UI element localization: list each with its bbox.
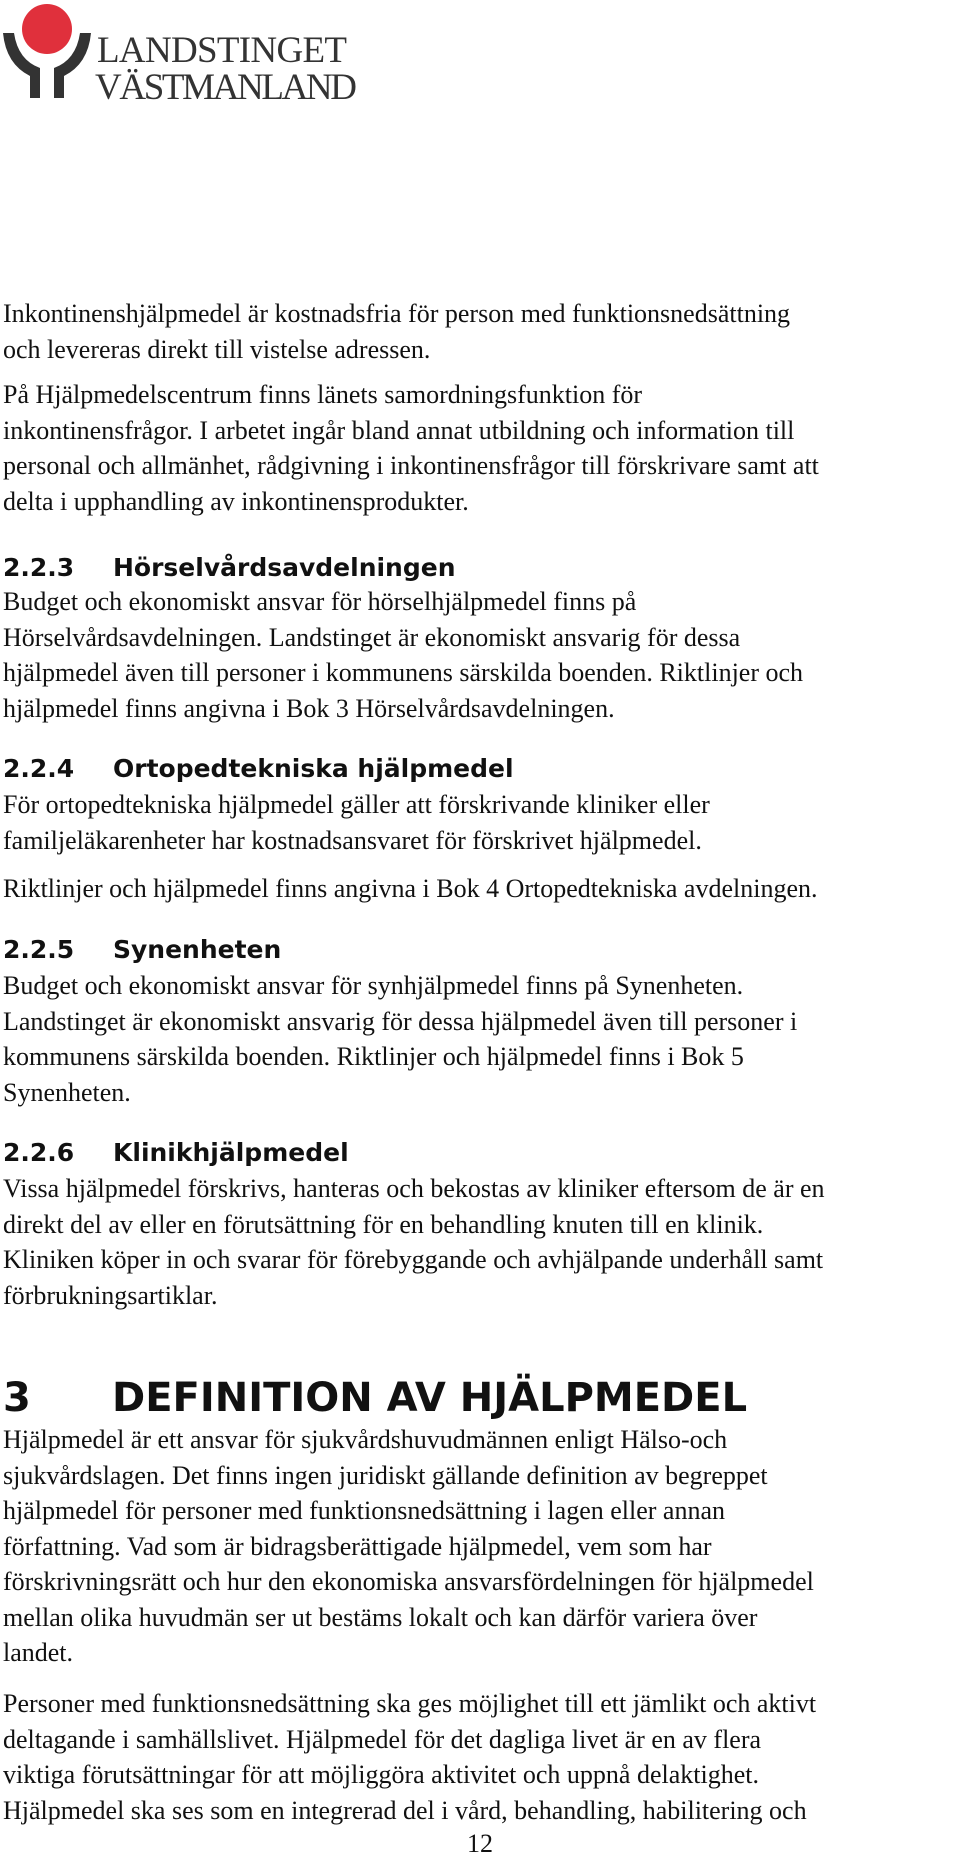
- text-line: hjälpmedel finns angivna i Bok 3 Hörselvårdsavdelningen.: [3, 693, 615, 723]
- logo-text-line1: LANDSTINGET: [97, 30, 347, 71]
- text-line: viktiga förutsättningar för att möjliggöra aktivitet och uppnå delaktighet.: [3, 1760, 759, 1789]
- text-line: kommunens särskilda boenden. Riktlinjer och hjälpmedel finns i Bok 5: [3, 1042, 744, 1071]
- text-line: förbrukningsartiklar.: [3, 1280, 218, 1310]
- section-title: DEFINITION AV HJÄLPMEDEL: [112, 1375, 748, 1421]
- text-line: deltagande i samhällslivet. Hjälpmedel för det dagliga livet är en av flera: [3, 1724, 762, 1754]
- page-number: 12: [467, 1829, 493, 1858]
- text-line: inkontinensfrågor. I arbetet ingår bland annat utbildning och information till: [3, 415, 795, 445]
- text-line: familjeläkarenheter har kostnadsansvaret för förskrivet hjälpmedel.: [3, 825, 702, 855]
- text-line: hjälpmedel även till personer i kommunens särskilda boenden. Riktlinjer och: [3, 658, 804, 687]
- text-line: landet.: [3, 1638, 74, 1667]
- section-heading-s224: [3, 752, 514, 786]
- text-line: direkt del av eller en förutsättning för en behandling knuten till en klinik.: [3, 1209, 764, 1239]
- landstinget-vastmanland-logo: [0, 0, 380, 110]
- section-number: 2.2.5: [3, 935, 75, 964]
- section-heading-s226: [3, 1136, 349, 1170]
- text-line: personal och allmänhet, rådgivning i inkontinensfrågor till förskrivare samt att: [3, 451, 819, 480]
- text-line: förskrivningsrätt och hur den ekonomiska ansvarsfördelningen för hjälpmedel: [3, 1567, 814, 1596]
- logo-red-circle: [22, 4, 72, 54]
- text-line: Vissa hjälpmedel förskrivs, hanteras och bekostas av kliniker eftersom de är en: [3, 1174, 825, 1203]
- section-title: Hörselvårdsavdelningen: [113, 553, 456, 582]
- text-line: författning. Vad som är bidragsberättigade hjälpmedel, vem som har: [3, 1531, 712, 1561]
- text-line: På Hjälpmedelscentrum finns länets samordningsfunktion för: [3, 380, 643, 409]
- section-heading-s223: [3, 551, 456, 585]
- text-line: mellan olika huvudmän ser ut bestäms lokalt och kan därför variera över: [3, 1602, 758, 1632]
- text-line: Hjälpmedel är ett ansvar för sjukvårdshuvudmännen enligt Hälso-och: [3, 1425, 728, 1454]
- section-heading-s3: [3, 1373, 747, 1423]
- section-number: 2.2.6: [3, 1138, 75, 1167]
- section-number: 2.2.3: [3, 553, 75, 582]
- section-number: 3: [3, 1375, 31, 1421]
- text-line: Landstinget är ekonomiskt ansvarig för dessa hjälpmedel även till personer i: [3, 1006, 798, 1036]
- text-line: Kliniken köper in och svarar för förebyggande och avhjälpande underhåll samt: [3, 1245, 824, 1274]
- text-line: Synenheten.: [3, 1077, 131, 1107]
- text-line: Riktlinjer och hjälpmedel finns angivna i Bok 4 Ortopedtekniska avdelningen.: [3, 874, 818, 903]
- text-line: Inkontinenshjälpmedel är kostnadsfria för person med funktionsnedsättning: [3, 299, 791, 328]
- text-line: Hjälpmedel ska ses som en integrerad del i vård, behandling, habilitering och: [3, 1795, 807, 1825]
- section-title: Synenheten: [113, 935, 282, 964]
- text-line: Budget och ekonomiskt ansvar för synhjälpmedel finns på Synenheten.: [3, 971, 744, 1000]
- section-title: Klinikhjälpmedel: [113, 1138, 349, 1167]
- text-line: Personer med funktionsnedsättning ska ges möjlighet till ett jämlikt och aktivt: [3, 1689, 817, 1718]
- text-line: delta i upphandling av inkontinensprodukter.: [3, 486, 469, 516]
- text-line: hjälpmedel för personer med funktionsnedsättning i lagen eller annan: [3, 1496, 725, 1525]
- text-line: Hörselvårdsavdelningen. Landstinget är ekonomiskt ansvarig för dessa: [3, 622, 741, 652]
- section-title: Ortopedtekniska hjälpmedel: [113, 754, 514, 783]
- section-number: 2.2.4: [3, 754, 75, 783]
- text-line: För ortopedtekniska hjälpmedel gäller att förskrivande kliniker eller: [3, 790, 710, 819]
- text-line: sjukvårdslagen. Det finns ingen juridiskt gällande definition av begreppet: [3, 1460, 768, 1490]
- section-heading-s225: [3, 933, 281, 967]
- logo-text-line2: VÄSTMANLAND: [95, 67, 357, 108]
- text-line: och levereras direkt till vistelse adressen.: [3, 334, 431, 364]
- text-line: Budget och ekonomiskt ansvar för hörselhjälpmedel finns på: [3, 587, 637, 616]
